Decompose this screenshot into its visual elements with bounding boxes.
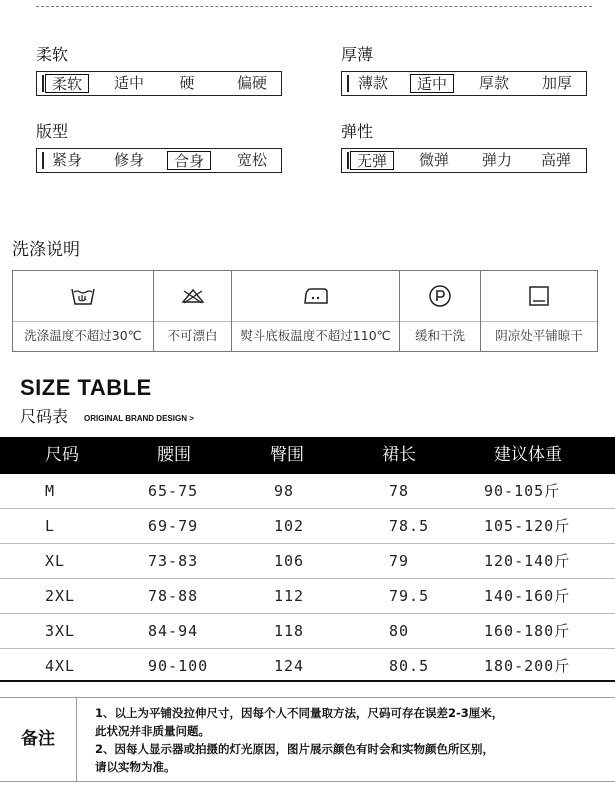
cell-hip: 124 <box>274 657 305 675</box>
header-size: 尺码 <box>45 445 79 465</box>
attr-scale <box>36 71 282 96</box>
attr-option: 修身 <box>113 151 144 169</box>
attr-scale <box>341 71 587 96</box>
scale-bar <box>42 75 44 92</box>
note-line: 此状况并非质量问题。 <box>95 724 210 738</box>
wash-divider <box>400 321 480 322</box>
cell-length: 80.5 <box>389 657 430 675</box>
attr-option-selected: 适中 <box>410 74 454 93</box>
top-divider <box>36 6 592 7</box>
cell-waist: 90-100 <box>148 657 209 675</box>
wash-divider <box>232 321 399 322</box>
wash-text: 熨斗底板温度不超过110℃ <box>240 328 391 343</box>
wash-divider <box>13 321 153 322</box>
cell-waist: 69-79 <box>148 517 199 535</box>
cell-weight: 160-180斤 <box>484 622 571 640</box>
cell-length: 78 <box>389 482 410 500</box>
attr-option: 硬 <box>179 74 195 92</box>
cell-hip: 98 <box>274 482 295 500</box>
note-line: 请以实物为准。 <box>95 760 176 774</box>
attr-option: 加厚 <box>541 74 572 92</box>
attr-option-selected: 柔软 <box>45 74 89 93</box>
cell-size: XL <box>45 552 66 570</box>
attr-scale <box>341 148 587 173</box>
attr-option: 厚款 <box>478 74 509 92</box>
wash-text: 不可漂白 <box>167 328 218 343</box>
iron-icon <box>232 283 399 309</box>
cell-size: M <box>45 482 56 500</box>
header-length: 裙长 <box>382 445 416 465</box>
cell-length: 79.5 <box>389 587 430 605</box>
cell-weight: 105-120斤 <box>484 517 571 535</box>
cell-waist: 84-94 <box>148 622 199 640</box>
cell-weight: 90-105斤 <box>484 482 561 500</box>
wash-cell <box>400 271 481 351</box>
wash-text: 阴凉处平铺晾干 <box>495 328 583 343</box>
note-line: 2、因每人显示器或拍摄的灯光原因，图片展示颜色有时会和实物颜色所区别， <box>95 742 494 756</box>
attr-option: 高弹 <box>540 151 571 169</box>
cell-size: 4XL <box>45 657 76 675</box>
cell-weight: 180-200斤 <box>484 657 571 675</box>
cell-weight: 140-160斤 <box>484 587 571 605</box>
scale-bar <box>42 152 44 169</box>
attr-option: 紧身 <box>51 151 82 169</box>
cell-weight: 120-140斤 <box>484 552 571 570</box>
table-row <box>0 474 615 509</box>
size-table-title: SIZE TABLE <box>20 375 152 400</box>
header-weight: 建议体重 <box>494 445 562 465</box>
attr-option: 宽松 <box>236 151 267 169</box>
cell-hip: 106 <box>274 552 305 570</box>
attr-label: 厚薄 <box>341 45 374 64</box>
header-hip: 臀围 <box>270 445 304 465</box>
cell-size: L <box>45 517 56 535</box>
wash-cell <box>13 271 154 351</box>
no-bleach-icon <box>154 283 231 309</box>
header-waist: 腰围 <box>157 445 191 465</box>
attr-scale <box>36 148 282 173</box>
table-row <box>0 649 615 684</box>
cell-length: 78.5 <box>389 517 430 535</box>
scale-bar <box>347 152 349 169</box>
attr-option-selected: 无弹 <box>350 151 394 170</box>
wash-text: 洗涤温度不超过30℃ <box>24 328 142 343</box>
note-box <box>0 697 615 782</box>
attr-label: 版型 <box>36 122 69 141</box>
dry-clean-p-icon <box>400 283 480 309</box>
cell-size: 3XL <box>45 622 76 640</box>
table-row <box>0 544 615 579</box>
wash-divider <box>481 321 597 322</box>
wash-divider <box>154 321 231 322</box>
attr-option: 适中 <box>113 74 144 92</box>
attr-option: 弹力 <box>481 151 512 169</box>
cell-waist: 78-88 <box>148 587 199 605</box>
wash-text: 缓和干洗 <box>414 328 465 343</box>
cell-hip: 112 <box>274 587 305 605</box>
wash-table <box>12 270 598 352</box>
cell-length: 79 <box>389 552 410 570</box>
cell-hip: 102 <box>274 517 305 535</box>
size-table-header <box>0 437 615 474</box>
note-label: 备注 <box>0 698 77 781</box>
table-row <box>0 509 615 544</box>
attr-option: 薄款 <box>357 74 388 92</box>
cell-waist: 73-83 <box>148 552 199 570</box>
wash-cell <box>154 271 232 351</box>
size-table-subtitle: 尺码表 <box>20 407 69 426</box>
cell-hip: 118 <box>274 622 305 640</box>
wash-cell <box>232 271 400 351</box>
attr-label: 柔软 <box>36 45 69 64</box>
note-line: 1、以上为平铺没拉伸尺寸，因每个人不同量取方法，尺码可存在误差2-3厘米， <box>95 706 504 720</box>
attr-option-selected: 合身 <box>167 151 211 170</box>
size-table-bottom-border <box>0 680 615 682</box>
cell-length: 80 <box>389 622 410 640</box>
table-row <box>0 579 615 614</box>
note-text <box>95 704 605 776</box>
size-table-subtitle-en: ORIGINAL BRAND DESIGN > <box>84 414 194 423</box>
attr-option: 微弹 <box>418 151 449 169</box>
wash-cell <box>481 271 597 351</box>
scale-bar <box>347 75 349 92</box>
attr-option: 偏硬 <box>236 74 267 92</box>
shade-dry-flat-icon <box>481 283 597 309</box>
wash-title: 洗涤说明 <box>12 240 80 260</box>
cell-waist: 65-75 <box>148 482 199 500</box>
cell-size: 2XL <box>45 587 76 605</box>
attr-label: 弹性 <box>341 122 374 141</box>
hand-wash-icon <box>13 283 153 309</box>
table-row <box>0 614 615 649</box>
